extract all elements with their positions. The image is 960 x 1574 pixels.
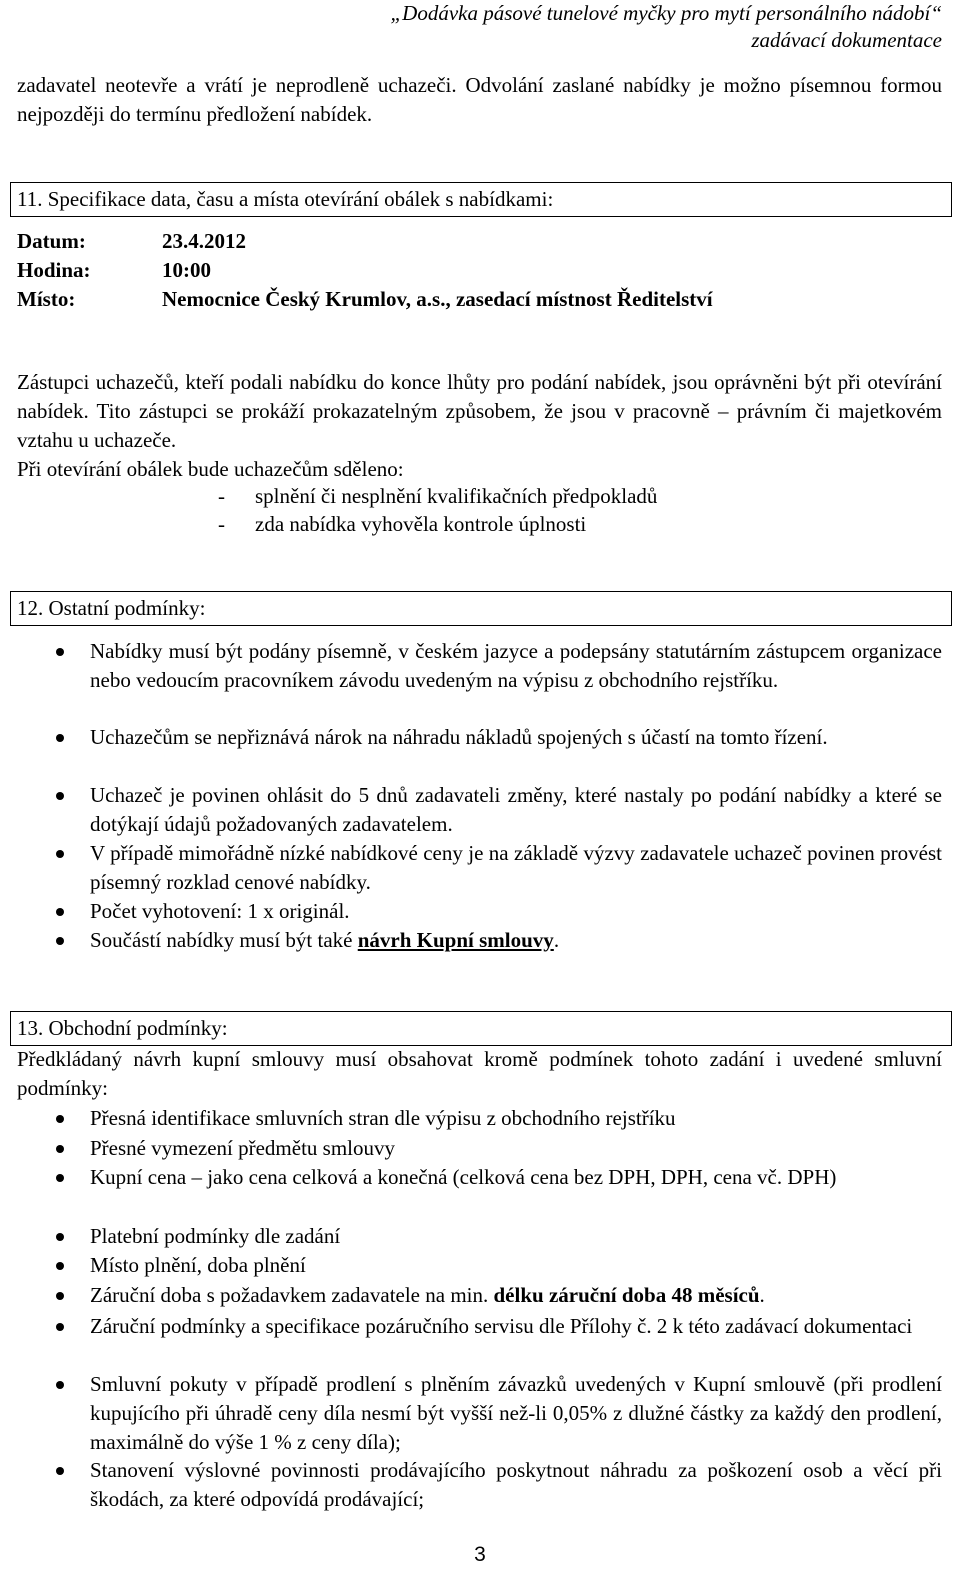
place-label: Místo: [17, 287, 76, 311]
bullet-icon [56, 734, 64, 742]
list-item: Přesné vymezení předmětu smlouvy [90, 1134, 942, 1163]
list-item: Stanovení výslovné povinnosti prodávajícího poskytnout náhradu za poškození osob a věcí při škodách, za které odpovídá prodávající; [90, 1456, 942, 1514]
page-number: 3 [474, 1543, 486, 1566]
date-label: Datum: [17, 229, 86, 253]
list-item: Kupní cena – jako cena celková a konečná (celková cena bez DPH, DPH, cena vč. DPH) [90, 1163, 942, 1192]
document-subtitle: zadávací dokumentace [751, 28, 942, 52]
bullet-icon [56, 1262, 64, 1270]
section-12-heading: 12. Ostatní podmínky: [10, 591, 952, 626]
representatives-paragraph: Zástupci uchazečů, kteří podali nabídku do konce lhůty pro podání nabídek, jsou oprávněni být při otevírání nabídek. Tito zástupci se prokáží prokazatelným způsobem, že jsou v pracovně – právním či majetkovém vztahu u uchazeče. [17, 370, 942, 452]
list-item: Platební podmínky dle zadání [90, 1222, 942, 1251]
bullet-icon [56, 1381, 64, 1389]
list-item: Nabídky musí být podány písemně, v českém jazyce a podepsány statutárním zástupcem organizace nebo vedoucím pracovníkem závodu uvedeným na výpisu z obchodního rejstříku. [90, 637, 942, 695]
bullet-icon [56, 1323, 64, 1331]
time-label: Hodina: [17, 258, 91, 282]
bullet-icon [56, 1145, 64, 1153]
list-item: Záruční podmínky a specifikace pozáručního servisu dle Přílohy č. 2 k této zadávací dokumentaci [90, 1312, 942, 1341]
bullet-icon [56, 1292, 64, 1300]
announce-intro: Při otevírání obálek bude uchazečům sděleno: [17, 457, 404, 481]
intro-paragraph: zadavatel neotevře a vrátí je neprodleně uchazeči. Odvolání zaslané nabídky je možno písemnou formou nejpozději do termínu předložení nabídek. [17, 73, 942, 126]
document-title: „Dodávka pásové tunelové myčky pro mytí personálního nádobí“ [390, 1, 942, 25]
purchase-contract-emphasis: návrh Kupní smlouvy [357, 928, 554, 952]
bullet-icon [56, 1115, 64, 1123]
bullet-icon [56, 937, 64, 945]
warranty-emphasis: délku záruční doba 48 měsíců [493, 1283, 760, 1307]
list-item: Součástí nabídky musí být také návrh Kupní smlouvy. [90, 926, 942, 955]
time-value: 10:00 [162, 258, 211, 282]
bullet-icon [56, 1233, 64, 1241]
list-item: Záruční doba s požadavkem zadavatele na min. délku záruční doba 48 měsíců. [90, 1281, 942, 1310]
date-value: 23.4.2012 [162, 229, 246, 253]
bullet-icon [56, 792, 64, 800]
bullet-icon [56, 1467, 64, 1475]
list-item: V případě mimořádně nízké nabídkové ceny je na základě výzvy zadavatele uchazeč povinen provést písemný rozklad cenové nabídky. [90, 839, 942, 897]
section-11-heading: 11. Specifikace data, času a místa otevírání obálek s nabídkami: [10, 182, 952, 217]
bullet-icon [56, 908, 64, 916]
list-item: Místo plnění, doba plnění [90, 1251, 942, 1280]
list-item: Přesná identifikace smluvních stran dle výpisu z obchodního rejstříku [90, 1104, 942, 1133]
bullet-icon [56, 850, 64, 858]
dash-item-text: splnění či nesplnění kvalifikačních předpokladů [255, 484, 658, 508]
dash-item-text: zda nabídka vyhověla kontrole úplnosti [255, 512, 587, 536]
section-13-intro: Předkládaný návrh kupní smlouvy musí obsahovat kromě podmínek tohoto zadání i uvedené smluvní podmínky: [17, 1047, 942, 1100]
section-13-heading: 13. Obchodní podmínky: [10, 1011, 952, 1046]
place-value: Nemocnice Český Krumlov, a.s., zasedací místnost Ředitelství [162, 287, 713, 311]
bullet-icon [56, 648, 64, 656]
list-item: Smluvní pokuty v případě prodlení s plněním závazků uvedených v Kupní smlouvě (při prodlení kupujícího při úhradě ceny díla nesmí být vyšší než-li 0,05% z dlužné částky za každý den prodlení, maximálně do výše 1 % z ceny díla); [90, 1370, 942, 1457]
bullet-icon [56, 1174, 64, 1182]
list-item: Počet vyhotovení: 1 x originál. [90, 897, 942, 926]
list-item: Uchazečům se nepřiznává nárok na náhradu nákladů spojených s účastí na tomto řízení. [90, 723, 942, 752]
list-item: Uchazeč je povinen ohlásit do 5 dnů zadavateli změny, které nastaly po podání nabídky a které se dotýkají údajů požadovaných zadavatelem. [90, 781, 942, 839]
